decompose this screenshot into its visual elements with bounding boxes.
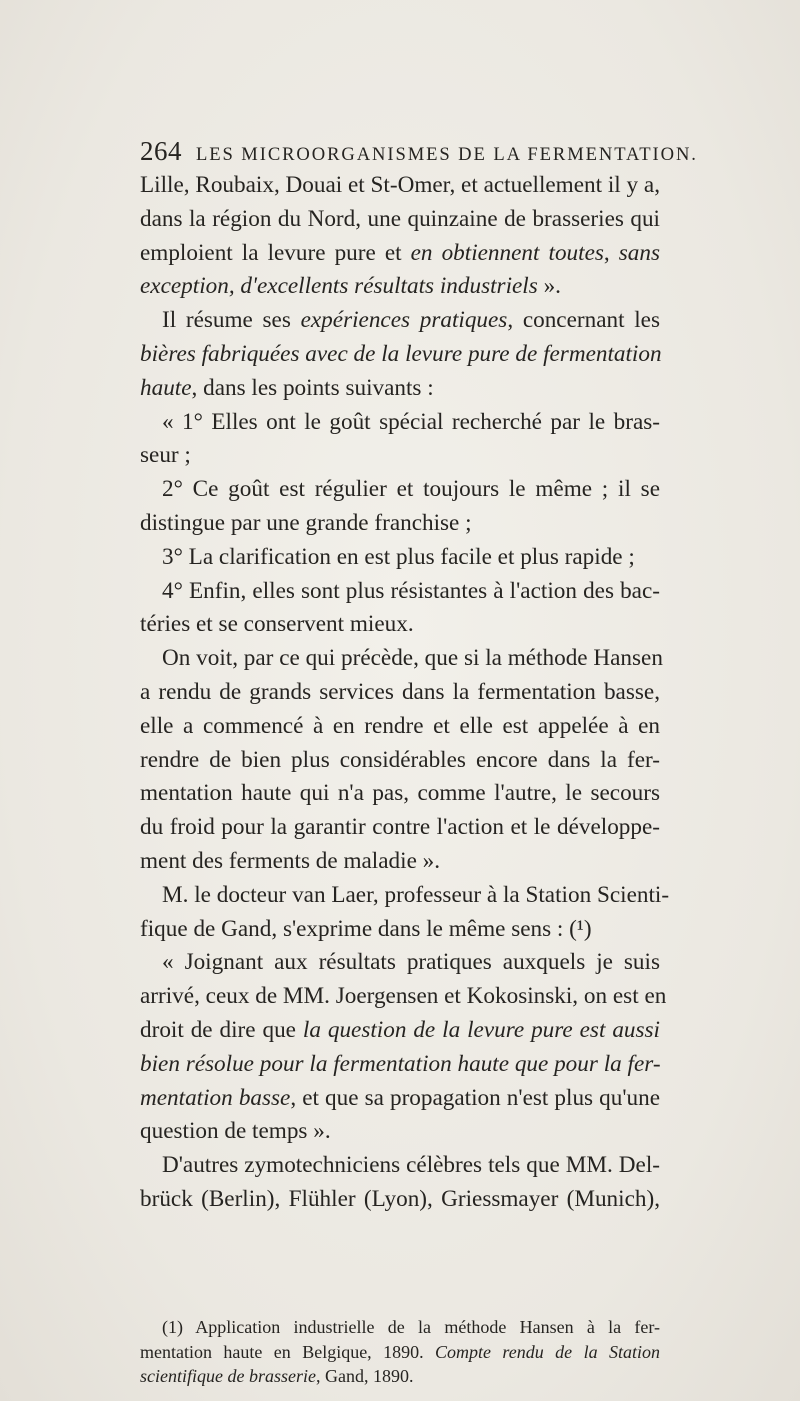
footnote-line: mentation haute en Belgique, 1890. Compte rendu de la Station (140, 1341, 660, 1362)
text-line: bières fabriquées avec de la levure pure de fermentation (140, 340, 662, 367)
text-line: emploient la levure pure et en obtiennent toutes, sans (140, 239, 660, 266)
text-line: brück (Berlin), Flühler (Lyon), Griessmayer (Munich), (140, 1185, 660, 1212)
text-line: mentation basse, et que sa propagation n'est plus qu'une (140, 1084, 660, 1111)
text-line: a rendu de grands services dans la fermentation basse, (140, 678, 660, 705)
text-line: 4° Enfin, elles sont plus résistantes à l'action des bac- (162, 577, 660, 604)
text-line: bien résolue pour la fermentation haute que pour la fer- (140, 1050, 661, 1077)
text-line: question de temps ». (140, 1118, 331, 1145)
running-title: LES MICROORGANISMES DE LA FERMENTATION. (196, 144, 698, 165)
footnote-line: scientifique de brasserie, Gand, 1890. (140, 1366, 414, 1386)
text-line: 3° La clarification en est plus facile et plus rapide ; (162, 543, 635, 570)
text-line: M. le docteur van Laer, professeur à la Station Scienti- (162, 881, 670, 908)
text-line: arrivé, ceux de MM. Joergensen et Kokosinski, on est en (140, 983, 667, 1010)
text-line: 2° Ce goût est régulier et toujours le même ; il se (162, 476, 660, 503)
text-line: elle a commencé à en rendre et elle est appelée à en (140, 712, 660, 739)
text-line: mentation haute qui n'a pas, comme l'autre, le secours (140, 780, 660, 807)
text-line: « 1° Elles ont le goût spécial recherché par le bras- (162, 408, 660, 435)
text-line: distingue par une grande franchise ; (140, 509, 472, 536)
text-line: D'autres zymotechniciens célèbres tels que MM. Del- (162, 1152, 660, 1179)
page-header (140, 136, 700, 167)
footnote (140, 1315, 660, 1389)
text-line: rendre de bien plus considérables encore dans la fer- (140, 746, 660, 773)
text-line: exception, d'excellents résultats industriels ». (140, 273, 561, 300)
text-line: haute, dans les points suivants : (140, 374, 434, 401)
text-line: dans la région du Nord, une quinzaine de brasseries qui (140, 205, 660, 232)
text-line: On voit, par ce qui précède, que si la méthode Hansen (162, 645, 663, 672)
body-text (140, 169, 670, 1217)
text-line: fique de Gand, s'exprime dans le même sens : (¹) (140, 915, 592, 942)
text-line: Il résume ses expériences pratiques, concernant les (162, 307, 660, 334)
page-number: 264 (140, 136, 182, 166)
text-line: ment des ferments de maladie ». (140, 847, 441, 874)
text-line: droit de dire que la question de la levure pure est aussi (140, 1016, 660, 1043)
text-line: du froid pour la garantir contre l'action et le développe- (140, 814, 660, 841)
text-line: téries et se conservent mieux. (140, 611, 414, 638)
text-line: « Joignant aux résultats pratiques auxquels je suis (162, 949, 660, 976)
text-line: seur ; (140, 442, 191, 469)
text-line: Lille, Roubaix, Douai et St-Omer, et actuellement il y a, (140, 172, 660, 198)
footnote-line: (1) Application industrielle de la méthode Hansen à la fer- (162, 1317, 660, 1337)
